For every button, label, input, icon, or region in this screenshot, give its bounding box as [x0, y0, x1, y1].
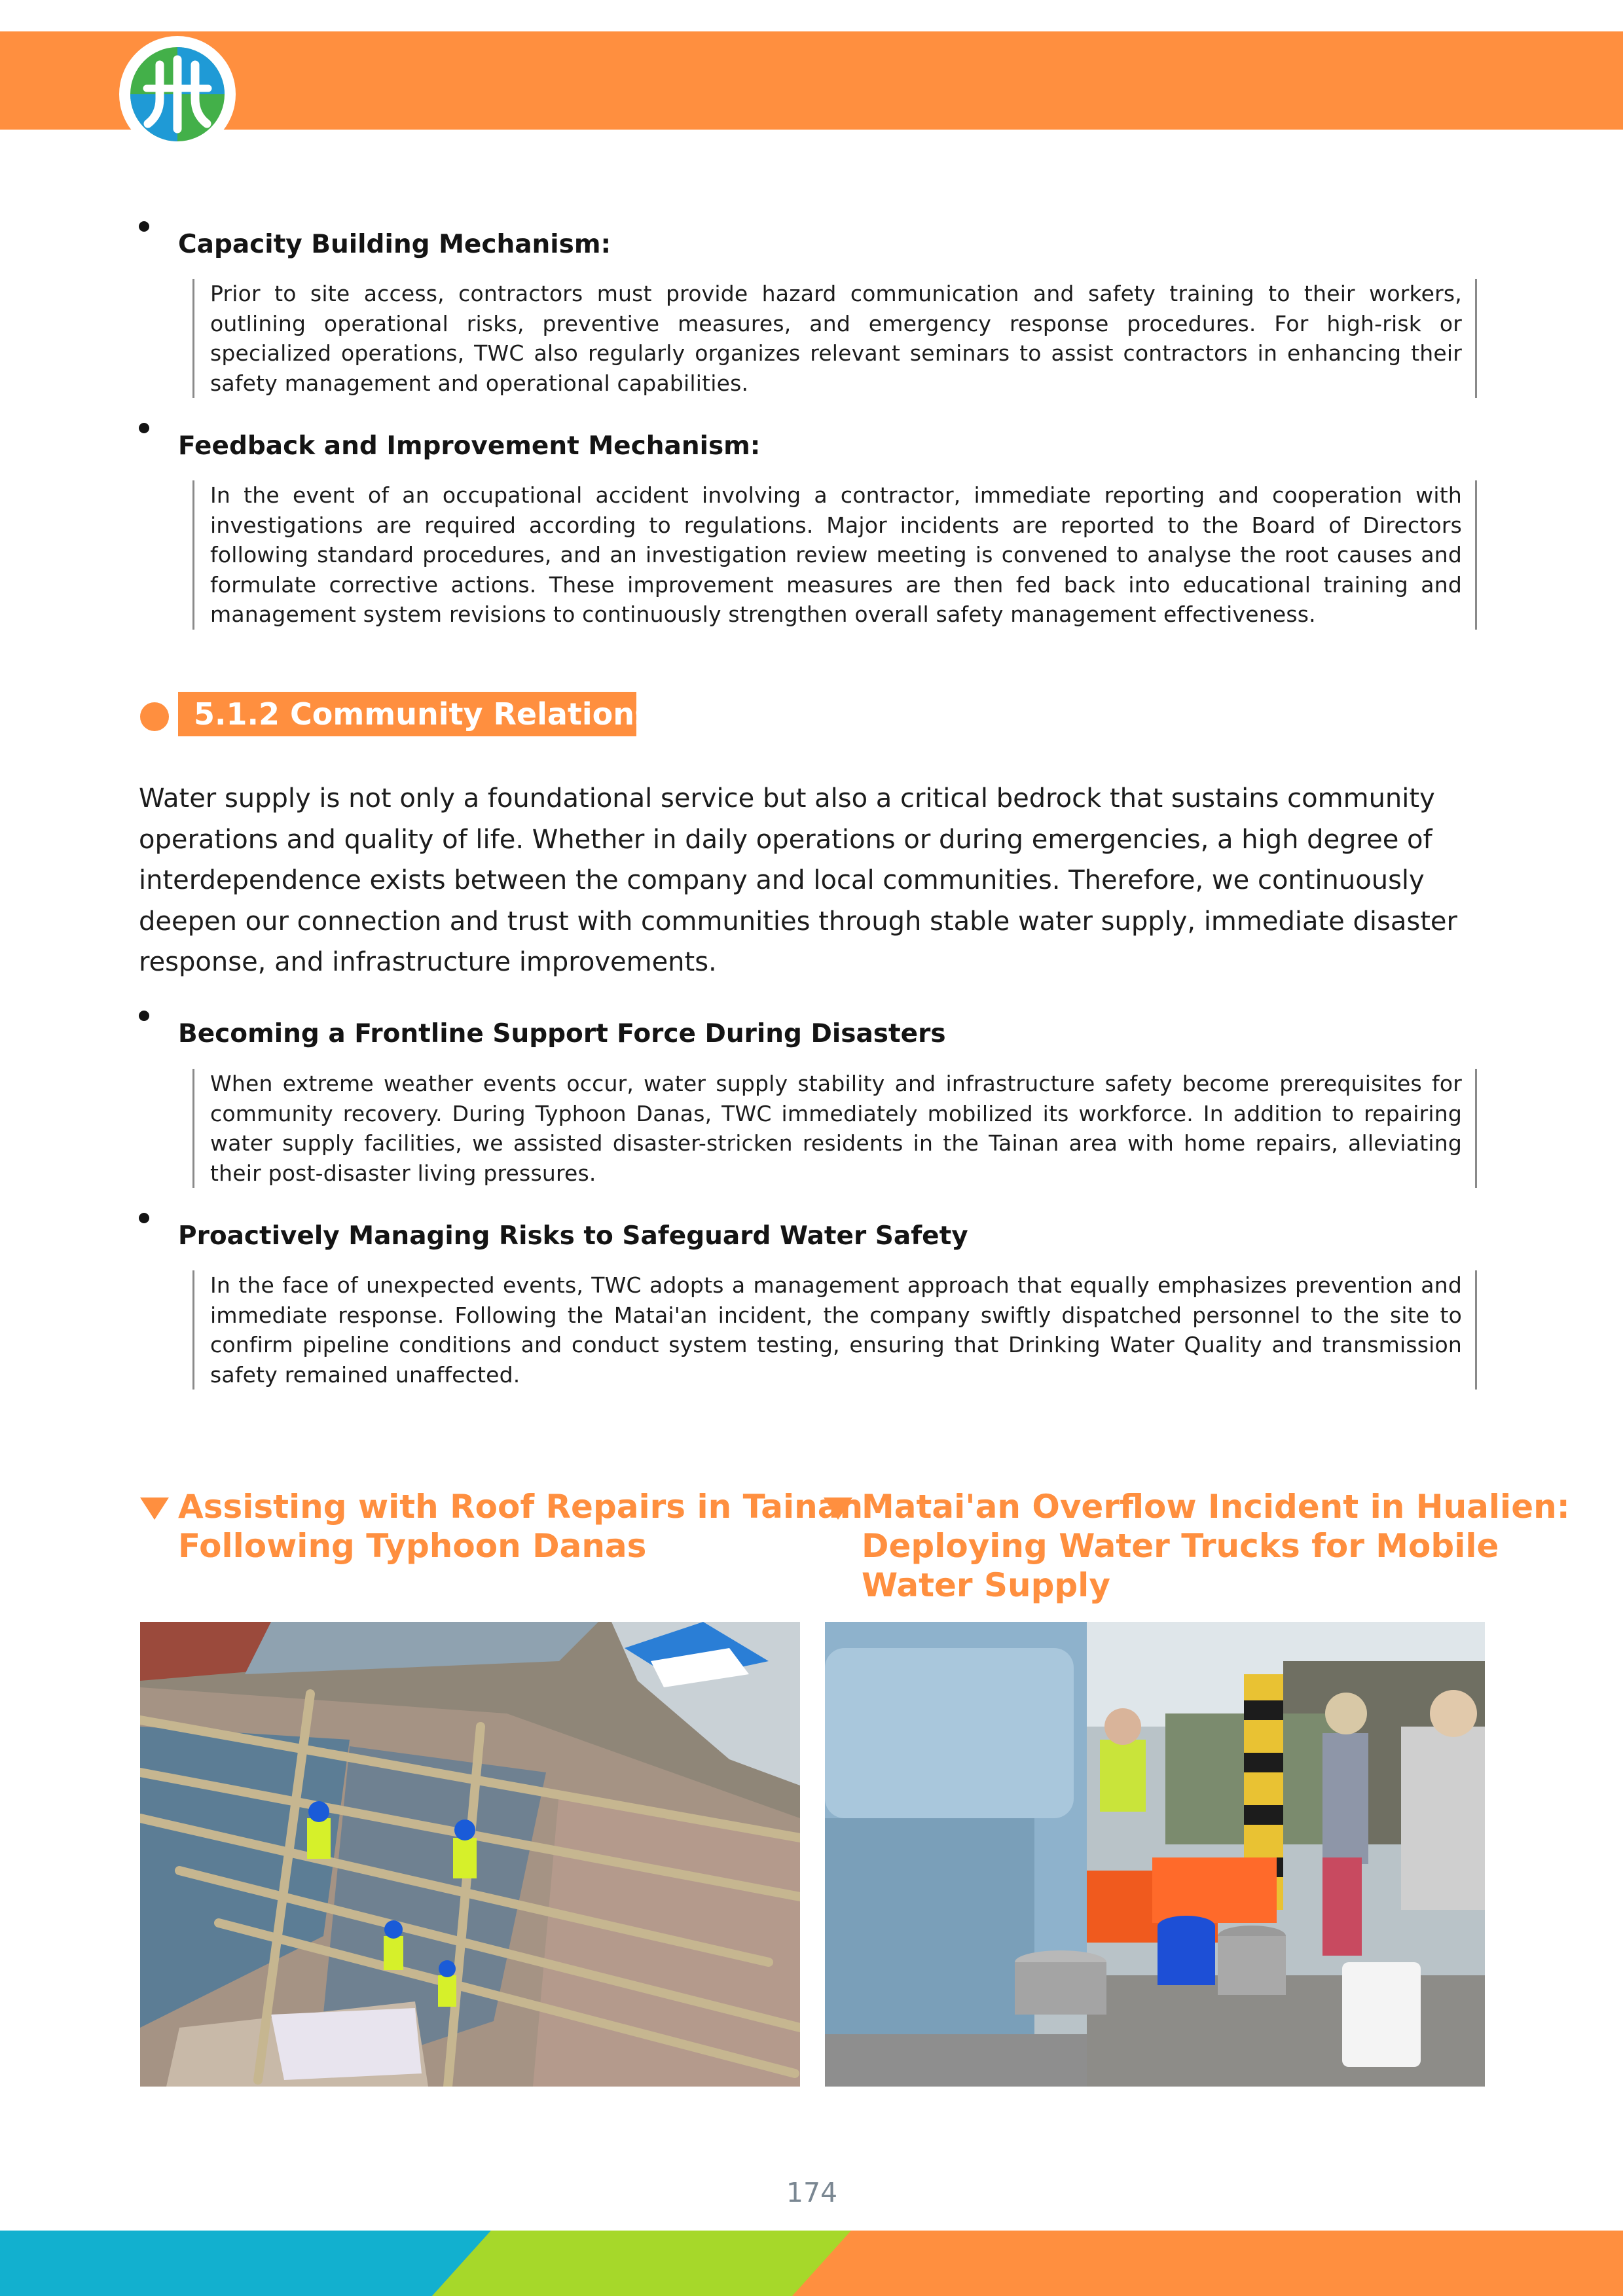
- photo-caption-roof-repairs: Assisting with Roof Repairs in Tainan Following Typhoon Danas: [140, 1487, 788, 1572]
- bullet-dot: [139, 1213, 149, 1223]
- risk-management-text: In the face of unexpected events, TWC adopts a management approach that equally emphasizes prevention and immediate response. Following the Matai'an incident, the company swiftly dispatched personnel to the site to confirm pipeline conditions and conduct system testing, ensuring that Drinking Water Quality and transmission safety remained unaffected.: [192, 1270, 1477, 1390]
- section-title: 5.1.2 Community Relations: [178, 692, 636, 736]
- company-logo: [119, 36, 236, 152]
- roof-repair-photo: [140, 1622, 800, 2087]
- capacity-building-text: Prior to site access, contractors must provide hazard communication and safety training to their workers, outlining operational risks, preventive measures, and emergency response procedures. For high-risk or specialized operations, TWC also regularly organizes relevant seminars to assist contractors in enhancing their safety management and operational capabilities.: [192, 279, 1477, 398]
- page-number: 174: [786, 2177, 838, 2208]
- caption-triangle-icon: [140, 1498, 169, 1520]
- water-truck-photo: [825, 1622, 1485, 2087]
- bullet-dot: [139, 221, 149, 232]
- bullet-dot: [139, 1011, 149, 1021]
- photo-caption-water-trucks: Matai'an Overflow Incident in Hualien: Deploying Water Trucks for Mobile Water Supply: [824, 1487, 1485, 1611]
- caption-triangle-icon: [824, 1498, 852, 1520]
- header-band: [0, 31, 1623, 130]
- footer-color-bar: [0, 2231, 1623, 2296]
- bullet-dot: [139, 423, 149, 433]
- feedback-text: In the event of an occupational accident involving a contractor, immediate reporting and cooperation with investigations are required according to regulations. Major incidents are reported to the Board of Directors following standard procedures, and an investigation review meeting is convened to analyse the root causes and formulate corrective actions. These improvement measures are then fed back into educational training and management system revisions to continuously strengthen overall safety management effectiveness.: [192, 480, 1477, 630]
- frontline-text: When extreme weather events occur, water supply stability and infrastructure safety become prerequisites for community recovery. During Typhoon Danas, TWC immediately mobilized its workforce. In addition to repairing water supply facilities, we assisted disaster-stricken residents in the Tainan area with home repairs, alleviating their post-disaster living pressures.: [192, 1069, 1477, 1188]
- section-marker-dot: [140, 702, 169, 731]
- community-intro-paragraph: Water supply is not only a foundational service but also a critical bedrock that sustains community operations and quality of life. Whether in daily operations or during emergencies, a high degree of interdependence exists between the company and local communities. Therefore, we continuously deepen our connection and trust with communities through stable water supply, immediate disaster response, and infrastructure improvements.: [139, 783, 1457, 978]
